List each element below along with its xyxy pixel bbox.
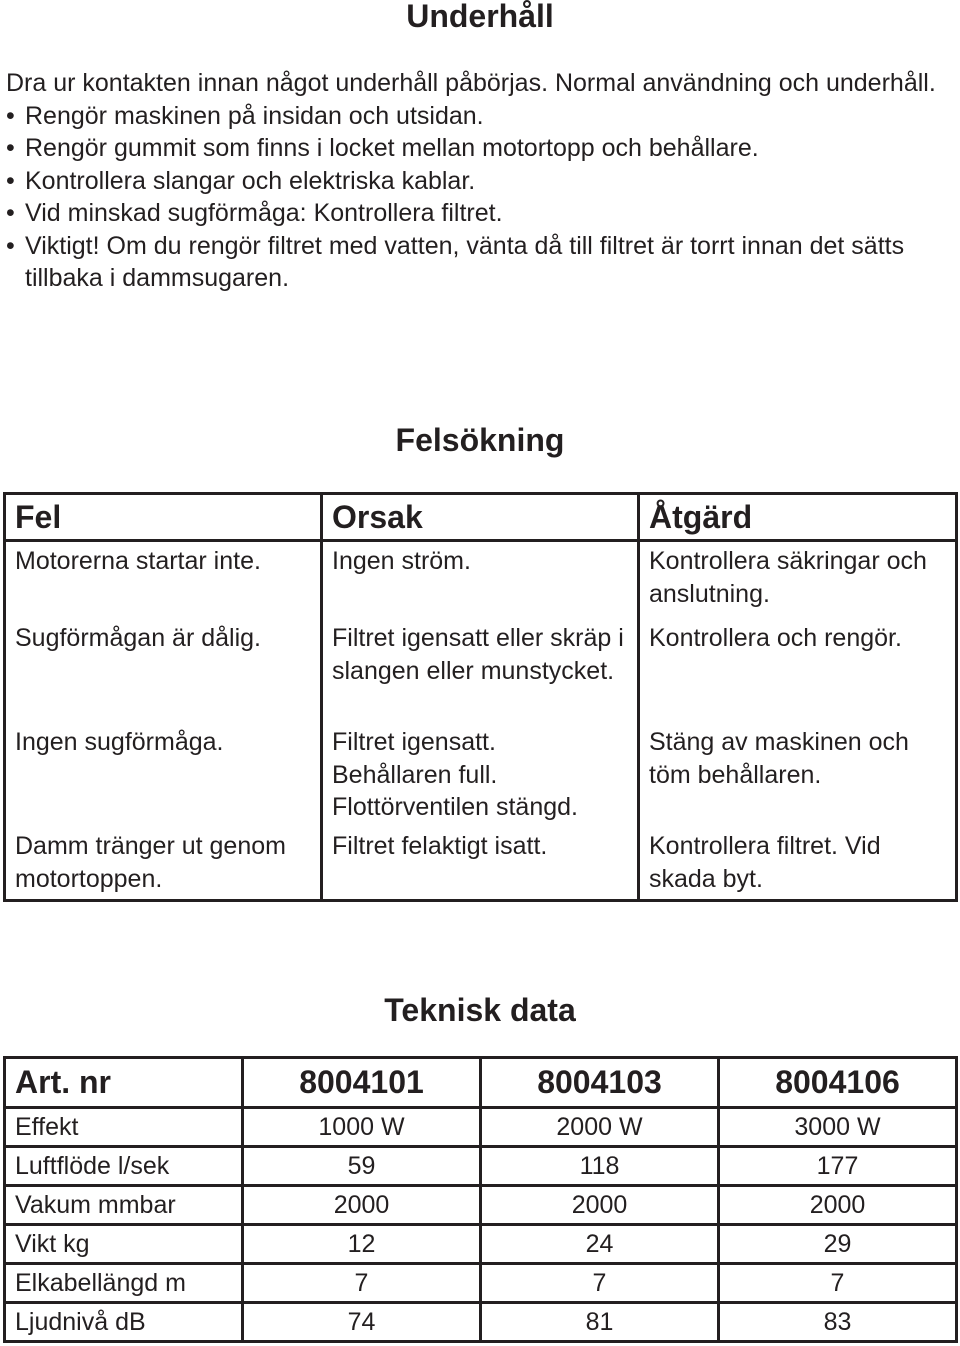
- bullet-text: Rengör gummit som finns i locket mellan motortopp och behållare.: [25, 134, 759, 162]
- bullet-text: Kontrollera slangar och elektriska kablar.: [25, 166, 476, 195]
- bullet-item: [6, 132, 946, 165]
- cause-cell: Ingen ström.: [322, 541, 639, 617]
- spec-value: 24: [481, 1225, 719, 1264]
- spec-value: 3000 W: [719, 1108, 957, 1147]
- bullet-item: [6, 230, 946, 295]
- maintenance-title: Underhåll: [406, 0, 554, 34]
- table-row: [5, 541, 957, 617]
- table-header-row: [5, 1058, 957, 1108]
- spec-value: 118: [481, 1147, 719, 1186]
- maintenance-intro: Dra ur kontakten innan något underhåll påbörjas. Normal användning och underhåll.: [6, 69, 936, 97]
- column-header-atgard: Åtgärd: [639, 494, 957, 541]
- bullet-icon: •: [6, 166, 15, 195]
- table-row: [5, 720, 957, 824]
- bullet-item: [6, 165, 946, 198]
- spec-label: Effekt: [5, 1108, 243, 1147]
- spec-value: 1000 W: [243, 1108, 481, 1147]
- column-header-orsak: Orsak: [322, 494, 639, 541]
- bullet-item: [6, 100, 946, 133]
- remedy-cell: Kontrollera filtret. Vid skada byt.: [639, 824, 957, 901]
- fault-cell: Damm tränger ut genom motortoppen.: [5, 824, 322, 901]
- troubleshooting-table: [3, 492, 958, 902]
- fault-cell: Motorerna startar inte.: [5, 541, 322, 617]
- bullet-text: Viktigt! Om du rengör filtret med vatten, vänta då till filtret är torrt innan det sätts tillbaka i dammsugaren.: [25, 231, 905, 292]
- remedy-cell: Stäng av maskinen och töm behållaren.: [639, 720, 957, 824]
- spec-value: 81: [481, 1303, 719, 1342]
- spec-value: 2000 W: [481, 1108, 719, 1147]
- spec-label: Vikt kg: [5, 1225, 243, 1264]
- fault-cell: Sugförmågan är dålig.: [5, 616, 322, 720]
- cause-cell: Filtret igensatt eller skräp i slangen eller munstycket.: [322, 616, 639, 720]
- spec-label: Vakum mmbar: [5, 1186, 243, 1225]
- cause-cell: Filtret igensatt. Behållaren full. Flottörventilen stängd.: [322, 720, 639, 824]
- table-header-row: [5, 494, 957, 541]
- remedy-cell: Kontrollera och rengör.: [639, 616, 957, 720]
- table-row: [5, 824, 957, 901]
- bullet-icon: •: [6, 101, 15, 130]
- bullet-text: Rengör maskinen på insidan och utsidan.: [25, 101, 484, 130]
- table-row: [5, 1186, 957, 1225]
- bullet-icon: •: [6, 134, 15, 162]
- troubleshooting-title: Felsökning: [395, 422, 565, 458]
- remedy-cell: Kontrollera säkringar och anslutning.: [639, 541, 957, 617]
- spec-value: 74: [243, 1303, 481, 1342]
- fault-cell: Ingen sugförmåga.: [5, 720, 322, 824]
- bullet-item: [6, 197, 946, 230]
- column-header-model: 8004106: [719, 1058, 957, 1108]
- bullet-icon: •: [6, 231, 15, 260]
- spec-label: Elkabellängd m: [5, 1264, 243, 1303]
- bullet-icon: •: [6, 199, 15, 227]
- spec-value: 59: [243, 1147, 481, 1186]
- technical-data-table: [3, 1056, 958, 1343]
- spec-value: 2000: [481, 1186, 719, 1225]
- table-row: [5, 1147, 957, 1186]
- spec-value: 7: [719, 1264, 957, 1303]
- table-row: [5, 616, 957, 720]
- spec-value: 2000: [243, 1186, 481, 1225]
- table-row: [5, 1303, 957, 1342]
- spec-value: 83: [719, 1303, 957, 1342]
- spec-label: Luftflöde l/sek: [5, 1147, 243, 1186]
- column-header-model: 8004101: [243, 1058, 481, 1108]
- spec-value: 177: [719, 1147, 957, 1186]
- spec-value: 12: [243, 1225, 481, 1264]
- table-row: [5, 1108, 957, 1147]
- maintenance-section: [6, 67, 946, 295]
- column-header-model: 8004103: [481, 1058, 719, 1108]
- spec-value: 7: [481, 1264, 719, 1303]
- column-header-art-nr: Art. nr: [5, 1058, 243, 1108]
- spec-value: 29: [719, 1225, 957, 1264]
- table-row: [5, 1264, 957, 1303]
- cause-cell: Filtret felaktigt isatt.: [322, 824, 639, 901]
- column-header-fel: Fel: [5, 494, 322, 541]
- technical-data-title: Teknisk data: [384, 992, 576, 1028]
- spec-value: 7: [243, 1264, 481, 1303]
- spec-value: 2000: [719, 1186, 957, 1225]
- bullet-text: Vid minskad sugförmåga: Kontrollera filtret.: [25, 199, 503, 227]
- spec-label: Ljudnivå dB: [5, 1303, 243, 1342]
- table-row: [5, 1225, 957, 1264]
- maintenance-bullet-list: [6, 100, 946, 295]
